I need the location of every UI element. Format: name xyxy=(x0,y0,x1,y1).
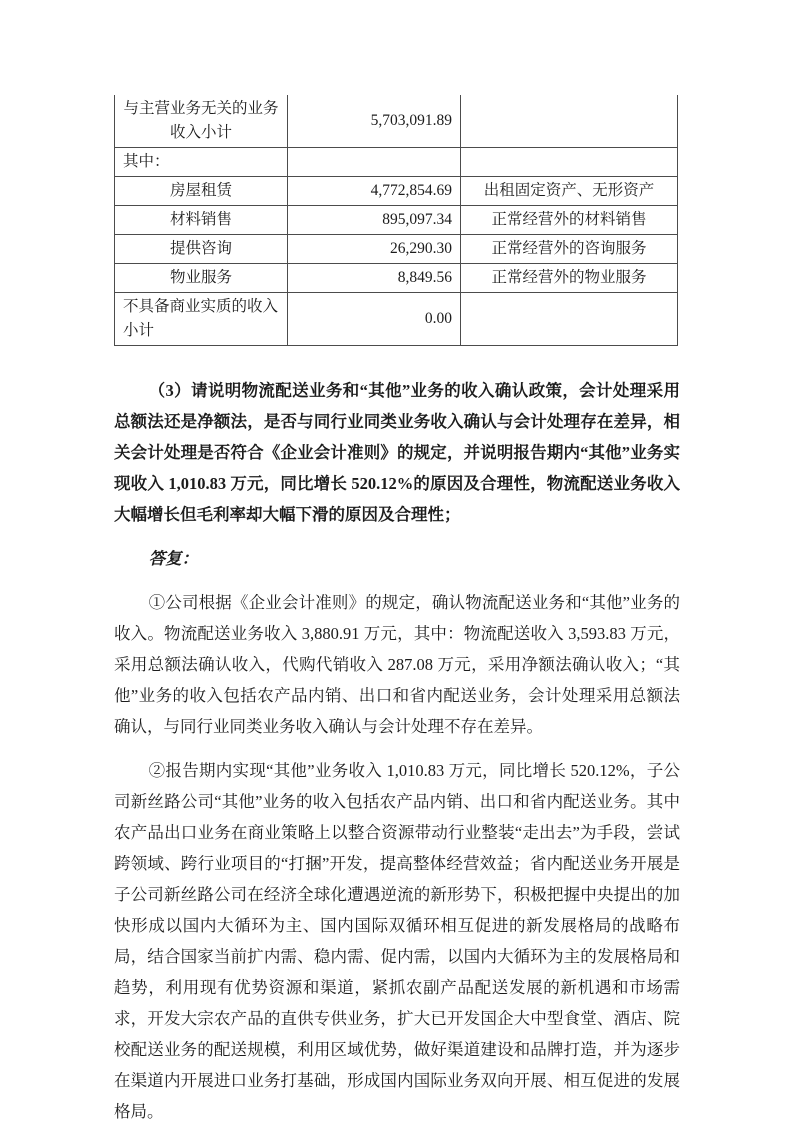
table-cell-value: 0.00 xyxy=(288,293,461,346)
table-row-property-service xyxy=(115,264,678,293)
answer-paragraph-1: ①公司根据《企业会计准则》的规定，确认物流配送业务和“其他”业务的收入。物流配送业务收入 3,880.91 万元，其中：物流配送收入 3,593.83 万元，采用总额法确认收入，代购代销收入 287.08 万元，采用净额法确认收入；“其他”业务的收入包括农产品内销、出口和省内配送业务，会计处理采用总额法确认，与同行业同类业务收入确认与会计处理不存在差异。 xyxy=(114,593,680,737)
table-cell-item: 提供咨询 xyxy=(115,235,288,264)
table-cell-desc: 出租固定资产、无形资产 xyxy=(461,177,678,206)
table-cell-item: 物业服务 xyxy=(115,264,288,293)
table-cell-value: 26,290.30 xyxy=(288,235,461,264)
answer-paragraph-2: ②报告期内实现“其他”业务收入 1,010.83 万元，同比增长 520.12%，子公司新丝路公司“其他”业务的收入包括农产品内销、出口和省内配送业务。其中农产品出口业务在商业策略上以整合资源带动行业整装“走出去”为手段，尝试跨领域、跨行业项目的“打捆”开发，提高整体经营效益；省内配送业务开展是子公司新丝路公司在经济全球化遭遇逆流的新形势下，积极把握中央提出的加快形成以国内大循环为主、国内国际双循环相互促进的新发展格局的战略布局，结合国家当前扩内需、稳内需、促内需，以国内大循环为主的发展格局和趋势，利用现有优势资源和渠道，紧抓农副产品配送发展的新机遇和市场需求，开发大宗农产品的直供专供业务，扩大已开发国企大中型食堂、酒店、院校配送业务的配送规模，利用区域优势，做好渠道建设和品牌打造，并为逐步在渠道内开展进口业务打基础，形成国内国际业务双向开展、相互促进的发展格局。 xyxy=(114,761,680,1122)
non-operating-income-table xyxy=(114,95,678,346)
table-row-no-commercial-substance xyxy=(115,293,678,346)
table-row-among-which xyxy=(115,148,678,177)
table-cell-desc xyxy=(461,95,678,148)
table-cell-item: 材料销售 xyxy=(115,206,288,235)
table-cell-desc xyxy=(461,148,678,177)
table-row-material-sales xyxy=(115,206,678,235)
table-cell-desc xyxy=(461,293,678,346)
table-row-house-rental xyxy=(115,177,678,206)
reply-label: 答复： xyxy=(148,549,199,569)
table-cell-value: 895,097.34 xyxy=(288,206,461,235)
table-cell-item: 与主营业务无关的业务收入小计 xyxy=(115,95,288,148)
table-cell-item: 其中： xyxy=(115,148,288,177)
table-cell-desc: 正常经营外的材料销售 xyxy=(461,206,678,235)
table-cell-item: 房屋租赁 xyxy=(115,177,288,206)
table-row-consulting xyxy=(115,235,678,264)
question-paragraph: （3）请说明物流配送业务和“其他”业务的收入确认政策，会计处理采用总额法还是净额法，是否与同行业同类业务收入确认与会计处理存在差异，相关会计处理是否符合《企业会计准则》的规定，并说明报告期内“其他”业务实现收入 1,010.83 万元，同比增长 520.12%的原因及合理性，物流配送业务收入大幅增长但毛利率却大幅下滑的原因及合理性； xyxy=(114,381,680,525)
table-cell-value: 4,772,854.69 xyxy=(288,177,461,206)
table-cell-desc: 正常经营外的物业服务 xyxy=(461,264,678,293)
table-row-subtotal-unrelated xyxy=(115,95,678,148)
table-cell-value: 5,703,091.89 xyxy=(288,95,461,148)
table-cell-desc: 正常经营外的咨询服务 xyxy=(461,235,678,264)
table-cell-item: 不具备商业实质的收入小计 xyxy=(115,293,288,346)
table-cell-value: 8,849.56 xyxy=(288,264,461,293)
table-cell-value xyxy=(288,148,461,177)
